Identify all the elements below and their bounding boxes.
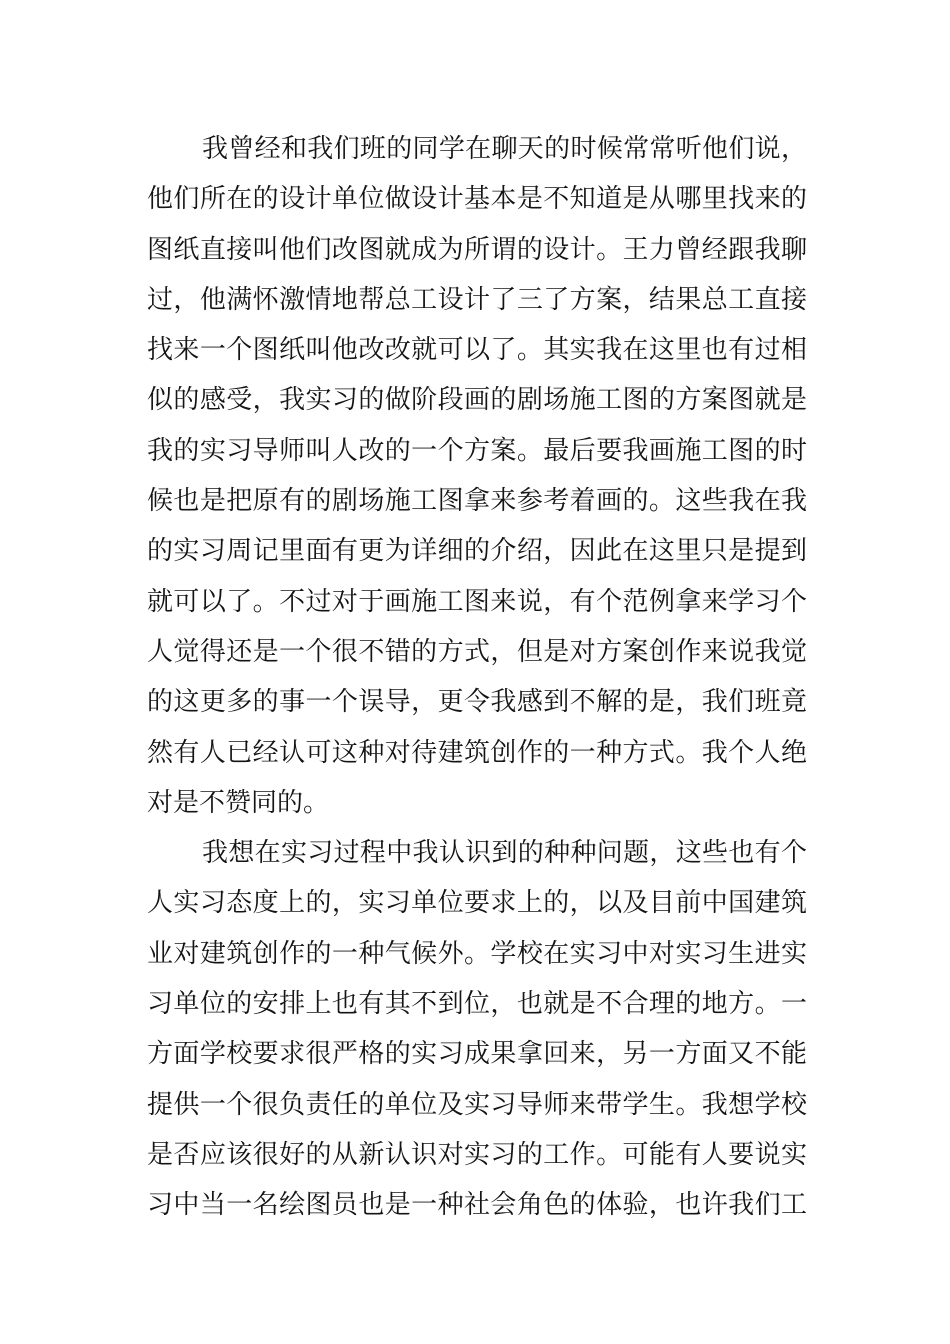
text-line: 候也是把原有的剧场施工图拿来参考着画的。这些我在我 (147, 486, 807, 517)
text-line: 人实习态度上的，实习单位要求上的，以及目前中国建筑 (147, 888, 807, 919)
text-line: 的这更多的事一个误导，更令我感到不解的是，我们班竟 (147, 687, 807, 718)
text-line: 然有人已经认可这种对待建筑创作的一种方式。我个人绝 (147, 737, 807, 768)
text-line: 习中当一名绘图员也是一种社会角色的体验，也许我们工 (147, 1190, 807, 1221)
text-line: 是否应该很好的从新认识对实习的工作。可能有人要说实 (147, 1139, 807, 1170)
paragraph-1 (147, 124, 807, 828)
text-line: 对是不赞同的。 (147, 787, 330, 818)
text-line: 习单位的安排上也有其不到位，也就是不合理的地方。一 (147, 989, 807, 1020)
text-line: 人觉得还是一个很不错的方式，但是对方案创作来说我觉 (147, 636, 807, 667)
paragraph-2 (147, 828, 807, 1230)
text-line: 似的感受，我实习的做阶段画的剧场施工图的方案图就是 (147, 385, 807, 416)
text-line: 他们所在的设计单位做设计基本是不知道是从哪里找来的 (147, 184, 807, 215)
text-line: 我想在实习过程中我认识到的种种问题，这些也有个 (202, 838, 807, 869)
text-line: 图纸直接叫他们改图就成为所谓的设计。王力曾经跟我聊 (147, 234, 807, 265)
text-line: 的实习周记里面有更为详细的介绍，因此在这里只是提到 (147, 536, 807, 567)
text-line: 就可以了。不过对于画施工图来说，有个范例拿来学习个 (147, 586, 807, 617)
text-line: 我曾经和我们班的同学在聊天的时候常常听他们说， (202, 134, 807, 164)
text-line: 提供一个很负责任的单位及实习导师来带学生。我想学校 (147, 1089, 807, 1120)
text-line: 方面学校要求很严格的实习成果拿回来，另一方面又不能 (147, 1039, 807, 1070)
text-line: 过，他满怀激情地帮总工设计了三了方案，结果总工直接 (147, 284, 807, 315)
text-line: 找来一个图纸叫他改改就可以了。其实我在这里也有过相 (147, 335, 807, 366)
text-line: 我的实习导师叫人改的一个方案。最后要我画施工图的时 (147, 435, 807, 466)
document-body (147, 124, 807, 1231)
text-line: 业对建筑创作的一种气候外。学校在实习中对实习生进实 (147, 938, 807, 969)
